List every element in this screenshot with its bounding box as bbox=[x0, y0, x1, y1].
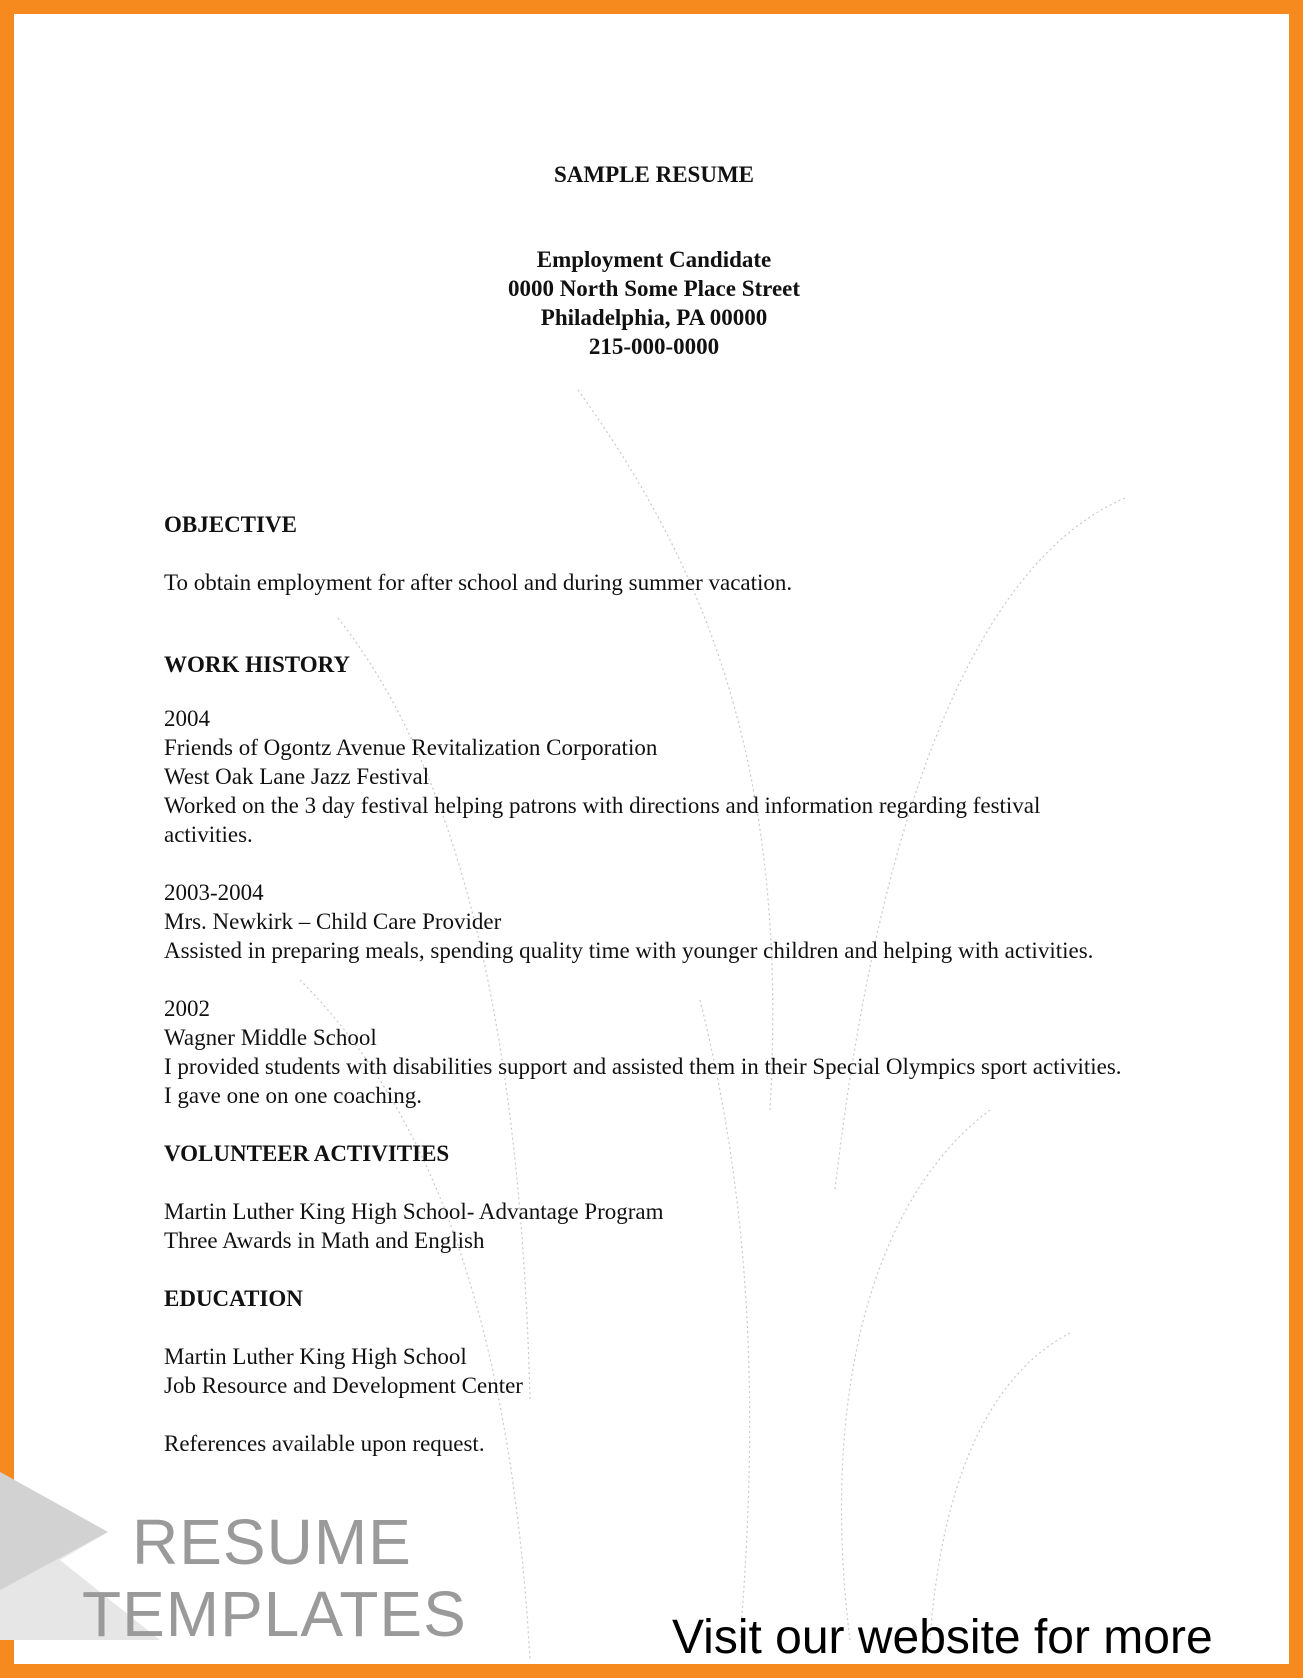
education-item: Martin Luther King High School bbox=[164, 1344, 467, 1369]
job-description: I provided students with disabilities support and assisted them in their Special Olympics sport activities. I gave one on one coaching. bbox=[164, 1054, 1122, 1108]
work-history-heading: WORK HISTORY bbox=[164, 652, 350, 677]
job-entry bbox=[164, 704, 1144, 849]
volunteer-item: Three Awards in Math and English bbox=[164, 1228, 485, 1253]
candidate-name: Employment Candidate bbox=[536, 247, 772, 272]
job-description: Assisted in preparing meals, spending quality time with younger children and helping with activities. bbox=[164, 938, 1094, 963]
volunteer-heading: VOLUNTEER ACTIVITIES bbox=[164, 1141, 450, 1166]
objective-text: To obtain employment for after school and during summer vacation. bbox=[164, 570, 793, 595]
job-employer: Wagner Middle School bbox=[164, 1025, 377, 1050]
logo-word-resume: RESUME bbox=[132, 1506, 412, 1578]
job-description: Worked on the 3 day festival helping patrons with directions and information regarding festival activities. bbox=[164, 793, 1041, 847]
job-entry bbox=[164, 994, 1144, 1110]
job-year: 2002 bbox=[164, 996, 210, 1021]
references-note: References available upon request. bbox=[164, 1431, 485, 1456]
visit-website-link[interactable]: Visit our website for more bbox=[672, 1611, 1213, 1664]
resume-templates-logo bbox=[0, 1470, 467, 1670]
job-employer: Friends of Ogontz Avenue Revitalization Corporation bbox=[164, 735, 658, 760]
logo-word-templates: TEMPLATES bbox=[82, 1578, 467, 1650]
job-employer: Mrs. Newkirk – Child Care Provider bbox=[164, 909, 502, 934]
street-address: 0000 North Some Place Street bbox=[507, 276, 801, 301]
volunteer-item: Martin Luther King High School- Advantage Program bbox=[164, 1199, 664, 1224]
contact-block bbox=[164, 245, 1144, 361]
objective-heading: OBJECTIVE bbox=[164, 512, 297, 537]
job-year: 2004 bbox=[164, 706, 210, 731]
document-title: SAMPLE RESUME bbox=[554, 162, 754, 187]
job-year: 2003-2004 bbox=[164, 880, 264, 905]
city-state-zip: Philadelphia, PA 00000 bbox=[540, 305, 768, 330]
education-heading: EDUCATION bbox=[164, 1286, 303, 1311]
job-entry bbox=[164, 878, 1144, 965]
resume-document bbox=[164, 160, 1144, 1458]
job-role: West Oak Lane Jazz Festival bbox=[164, 764, 430, 789]
phone-number: 215-000-0000 bbox=[588, 334, 720, 359]
education-item: Job Resource and Development Center bbox=[164, 1373, 523, 1398]
